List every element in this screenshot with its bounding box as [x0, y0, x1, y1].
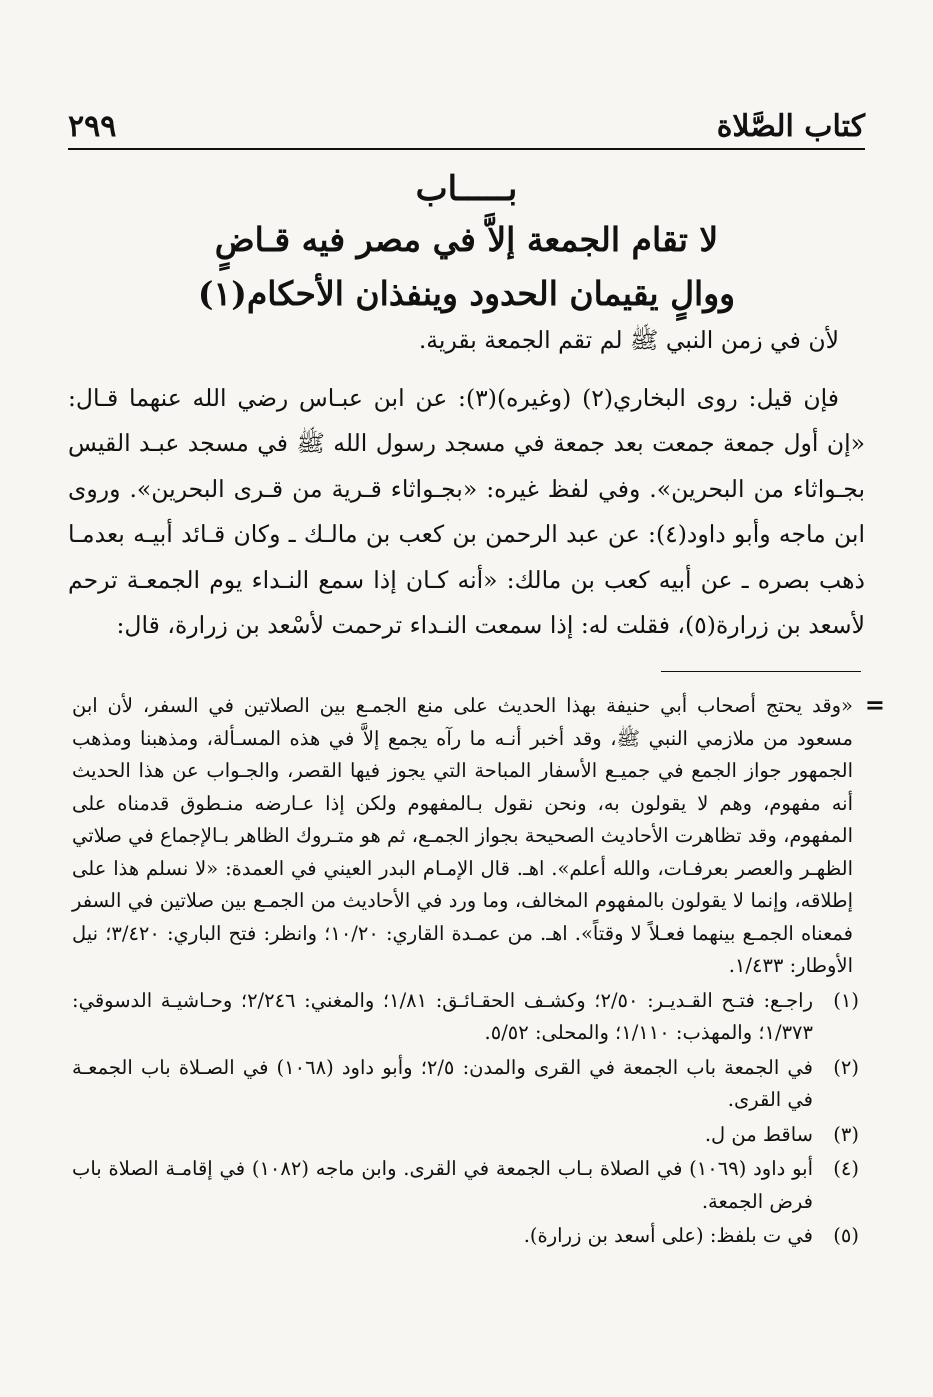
header-rule	[68, 148, 865, 150]
main-text	[68, 318, 865, 655]
page-number: ٢٩٩	[68, 109, 117, 144]
footnote-number: (٤)	[833, 1157, 859, 1180]
footnote-divider	[661, 671, 861, 672]
footnotes	[72, 690, 859, 1255]
chapter-title-line-1: لا تقام الجمعة إلاَّ في مصر فيه قـاضٍ	[214, 220, 719, 259]
footnote-number: (٥)	[833, 1224, 859, 1247]
footnote-text: ساقط من ل.	[704, 1122, 813, 1146]
footnote-text: في ت بلفظ: (على أسعد بن زرارة).	[523, 1224, 813, 1247]
footnote-item	[72, 1052, 859, 1117]
chapter-heading	[68, 165, 865, 321]
footnote-item	[72, 1153, 859, 1218]
footnote-item	[72, 985, 859, 1050]
footnote-item	[72, 1119, 859, 1152]
footnote-number: (٢)	[833, 1055, 859, 1079]
footnote-number: (٣)	[833, 1122, 859, 1146]
chapter-title-line-2: ووالٍ يقيمان الحدود وينفذان الأحكام(١)	[197, 274, 736, 313]
footnote-text: أبو داود (١٠٦٩) في الصلاة بـاب الجمعة في القرى. وابن ماجه (١٠٨٢) في إقامـة الصلاة باب فرض الجمعة.	[72, 1157, 813, 1213]
paragraph-1: لأن في زمن النبي ﷺ لم تقم الجمعة بقرية.	[418, 326, 839, 354]
book-title: كتاب الصَّلاة	[716, 109, 865, 144]
footnote-item	[72, 1220, 859, 1253]
continued-footnote: «وقد يحتج أصحاب أبي حنيفة بهذا الحديث على منع الجمـع بين الصلاتين في السفر، لأن ابن مسعود من ملازمي النبي ﷺ، وقد أخبر أنـه ما رآه يجمع إلاَّ في هذه المسـألة، ومذهبنا ومذهب الجمهور جواز الجمع في جميـع الأسفار المباحة التي يجوز فيها القصر، والجـواب عن هذا الحديث أنه مفهوم، وهم لا يقولون به، ونحن نقول بـالمفهوم ولكن إذا عـارضه منـطوق قدمناه على المفهوم، وقد تظاهرت الأحاديث الصحيحة بجواز الجمـع، ثم هو متـروك الظاهر بـالإجماع في صلاتي الظهـر والعصر بعرفـات، والله أعلم». اهـ. قال الإمـام البدر العيني في العمدة: «لا نسلم هذا على إطلاقه، وإنما لا يقولون بالمفهوم المخالف، وما ورد في الأحاديث من الجمـع بين صلاتين في السفر فمعناه الجمـع بينهما فعـلاً لا وقتاً». اهـ. من عمـدة القاري: ١٠/٢٠؛ وانظر: فتح الباري: ٣/٤٢٠؛ نيل الأوطار: ١/٤٣٣.	[72, 694, 854, 977]
footnote-text: في الجمعة باب الجمعة في القرى والمدن: ٢/٥؛ وأبو داود (١٠٦٨) في الصـلاة باب الجمعـة في القرى.	[72, 1055, 813, 1111]
footnote-text: راجـع: فتـح القـديـر: ٢/٥٠؛ وكشـف الحقـائـق: ١/٨١؛ والمغني: ٢/٢٤٦؛ وحـاشيـة الدسوقي: ١/٣٧٣؛ والمهذب: ١/١١٠؛ والمحلى: ٥/٥٢.	[72, 988, 813, 1044]
paragraph-2: فإن قيل: روى البخاري(٢) (وغيره)(٣): عن ابن عبـاس رضي الله عنهما قـال: «إن أول جمعة جمعت بعد جمعة في مسجد رسول الله ﷺ في مسجد عبـد القيس بجـواثاء من البحرين». وفي لفظ غيره: «بجـواثاء قـرية من قـرى البحرين». وروى ابن ماجه وأبو داود(٤): عن عبد الرحمن بن كعب بن مالـك ـ وكان قـائد أبيـه بعدمـا ذهب بصره ـ عن أبيه كعب بن مالك: «أنه كـان إذا سمع النـداء يوم الجمعـة ترحم لأسعد بن زرارة(٥)، فقلت له: إذا سمعت النـداء ترحمت لأسْعد بن زرارة، قال:	[68, 383, 865, 639]
footnote-number: (١)	[833, 988, 859, 1012]
chapter-word: بـــــاب	[415, 169, 518, 209]
continued-footnote-mark: =	[864, 690, 885, 719]
page-header	[68, 92, 865, 144]
